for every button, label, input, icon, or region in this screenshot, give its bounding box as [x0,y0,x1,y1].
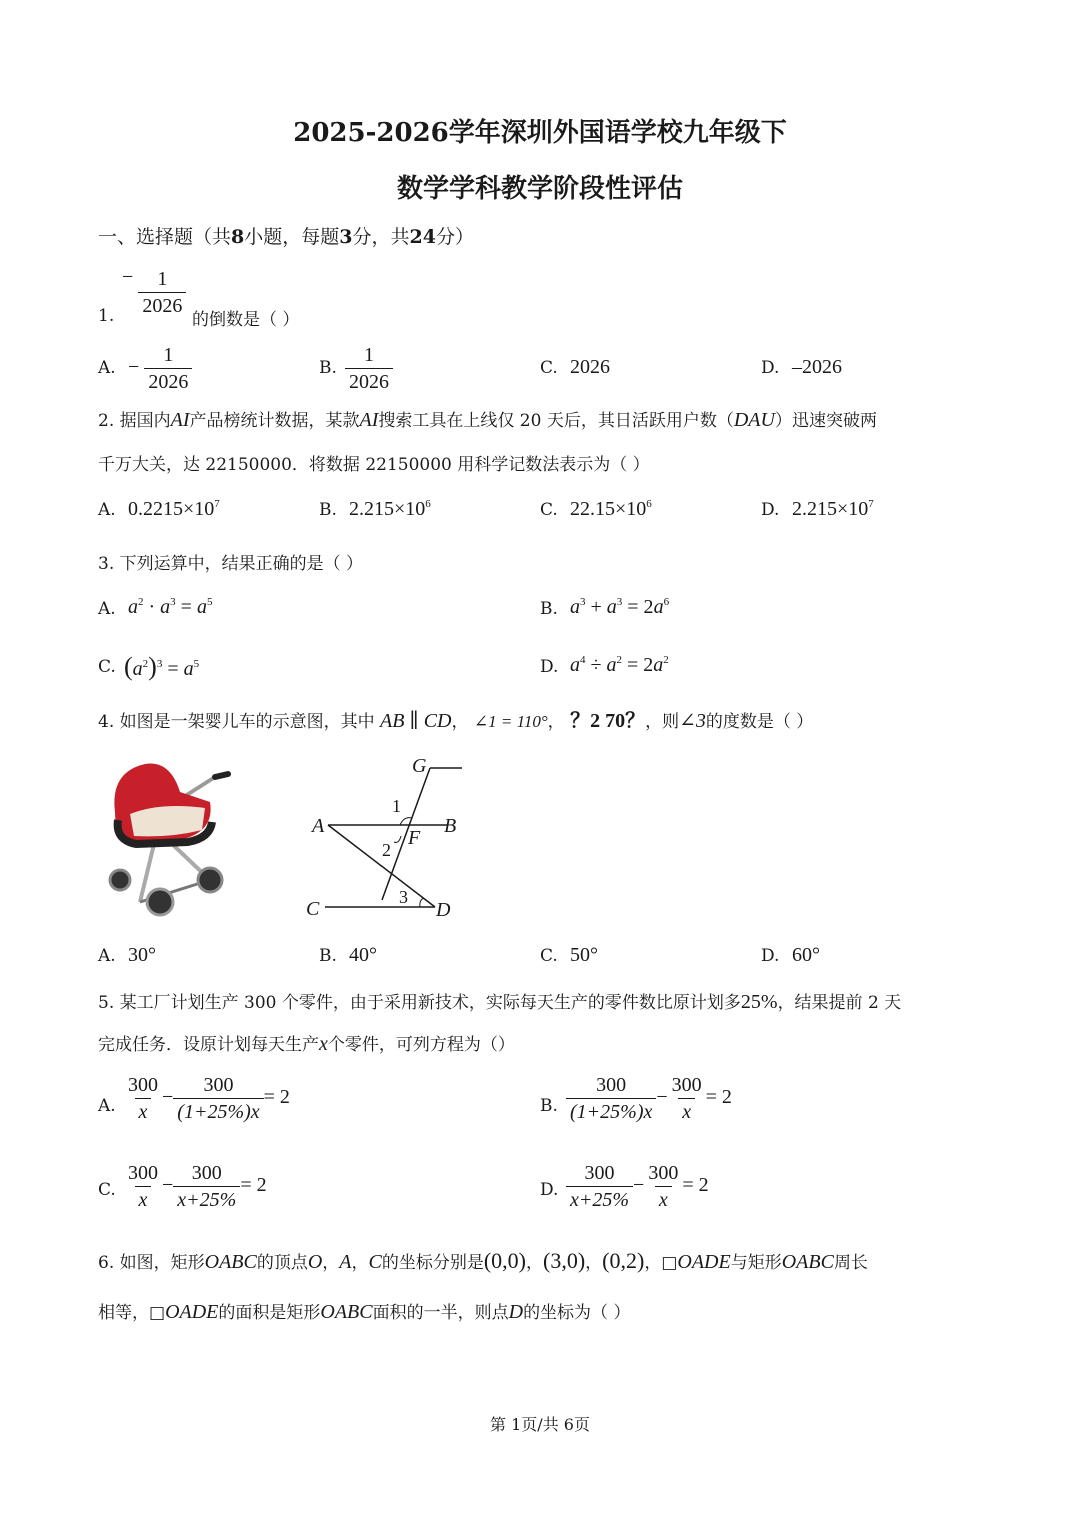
label-f: F [408,827,421,849]
section-suffix: 分） [435,226,474,248]
q5-a-rhs: = 2 [263,1086,290,1108]
title-line-2: 数学学科教学阶段性评估 [396,174,683,204]
q5-d-rhs: = 2 [682,1174,709,1196]
section-prefix: 一、选择题（共 [98,226,232,248]
q6-text-c: 的坐标分别是 [381,1253,484,1273]
q3-option-c: $(a^2)^3 = a^5$ [124,652,200,681]
q1-fraction [122,266,186,319]
q5-c-n1: 300 [128,1162,158,1184]
q5-a-d2: (1+25%)x [173,1098,263,1125]
q1-option-d: –2026 [792,356,842,378]
q6-o: O [307,1251,323,1273]
q1-option-d-label: D. [761,358,780,378]
q5-text-b: ，结果提前 2 天 [777,993,902,1013]
q1-option-a [128,342,192,395]
label-angle-2: 2 [382,840,391,860]
q4-option-a-label: A. [98,946,116,966]
q5-line-1 [98,988,901,1014]
stroller-wheel-front-left [110,870,130,890]
section-total: 24 [409,226,436,248]
q6-text-h: 面积的一半，则点 [372,1303,509,1323]
angle-3-arc [420,898,424,907]
q5-b-n2: 300 [671,1074,702,1096]
q6-line-2 [98,1298,630,1324]
q2-line-2: 千万大关，达 22150000．将数据 22150000 用科学记数法表示为（ ） [98,455,650,475]
q2-text-d: ）迅速突破两 [774,411,877,431]
angle-2-arc [394,836,401,842]
q2-text-b: 产品榜统计数据，某款 [189,411,360,431]
q4-option-c: 50° [570,944,598,966]
q2-ai-2: AI [359,409,379,431]
q5-b-d2: x [678,1098,695,1125]
section-header [98,222,474,249]
q6-oabc-3: OABC [320,1301,373,1323]
q2-option-c [570,498,652,521]
q3-option-a: $a^2 \cdot a^3 = a^5$ [128,596,213,618]
q2-c-exp: 6 [646,498,652,510]
q5-a-d1: x [135,1098,152,1125]
q6-a: A [339,1251,352,1273]
section-each: 3 [339,226,353,248]
q2-b-exp: 6 [425,498,431,510]
q4-option-d-label: D. [761,946,780,966]
q4-ab-parallel-cd: AB ∥ CD [380,710,452,732]
q1-number: 1. [98,306,115,326]
q5-b-n1: 300 [596,1074,627,1096]
q5-text-d: 个零件，可列方程为（） [327,1035,515,1055]
q5-a-n2: 300 [203,1074,234,1096]
q2-d-exp: 7 [868,498,874,510]
q5-a-n1: 300 [128,1074,158,1096]
q4-text-b: ，则 [645,712,680,732]
q5-option-c: $\frac{300}{x}$ − $\frac{300}{x+25\%}$ = 2 [124,1160,267,1213]
page-footer: 第 1页/共 6页 [490,1415,590,1434]
q6-text-b: 的顶点 [256,1253,308,1273]
q5-option-b-label: B. [540,1096,558,1116]
q1-option-b-label: B. [319,358,337,378]
q6-d: D [508,1301,524,1323]
q6-text-e: 周长 [833,1253,868,1273]
q5-option-c-label: C. [98,1180,116,1200]
q2-option-a-label: A. [98,500,116,520]
q3-text: 3. 下列运算中，结果正确的是（ ） [98,554,364,574]
q4-option-c-label: C. [540,946,558,966]
q5-x: x [319,1033,328,1055]
q4-text-c: 的度数是（ ） [705,712,814,732]
q1-frac-den: 2026 [138,292,186,319]
label-a: A [312,815,325,837]
q2-option-d-label: D. [761,500,780,520]
q5-b-d1: (1+25%)x [566,1098,656,1125]
label-g: G [412,755,427,777]
q2-option-c-label: C. [540,500,558,520]
q6-text-i: 的坐标为（ ） [523,1303,631,1323]
q1-minus: − [122,266,134,288]
q6-line-1: 6. 如图，矩形OABC的顶点O，A，C的坐标分别是(0,0)，(3,0)，(0,2)，□OADE与矩形OABC周长 [98,1248,868,1273]
q6-box-1: □ [661,1253,678,1273]
q5-c-d1: x [135,1186,152,1213]
q5-pct: 25% [740,991,778,1013]
q4-geometry-figure [300,750,480,925]
q1-a-num: 1 [163,344,174,366]
q5-text-c: 完成任务．设原计划每天生产 [98,1035,319,1055]
q6-c: C [368,1251,382,1273]
q3-option-b-label: B. [540,599,558,619]
q2-text-c: 搜索工具在上线仅 20 天后，其日活跃用户数（ [378,411,734,431]
q6-oade-1: OADE [677,1251,731,1273]
label-c: C [306,898,320,920]
q1-a-sign: − [128,356,140,378]
q1-option-c-label: C. [540,358,558,378]
q5-option-a-label: A. [98,1096,116,1116]
q2-d-base: 2.215×10 [792,498,869,520]
q5-b-rhs: = 2 [705,1086,732,1108]
q2-text-a: 2. 据国内 [98,411,171,431]
q1-frac-num: 1 [157,268,168,290]
q5-d-n1: 300 [584,1162,615,1184]
label-angle-3: 3 [399,887,408,907]
q4-angle-3: ∠3 [679,710,706,732]
q2-ai-1: AI [170,409,190,431]
q4-text: 4. 如图是一架婴儿车的示意图，其中 AB ∥ CD， ∠1 = 110°， ？2 70？，则∠3的度数是（ ） [98,710,814,732]
q3-option-a-label: A. [98,599,116,619]
stroller-blanket [130,806,205,836]
q5-c-n2: 300 [191,1162,222,1184]
q1-option-a-label: A. [98,358,116,378]
q6-text-a: 6. 如图，矩形 [98,1253,205,1273]
section-mid1: 小题，每题 [244,226,340,248]
q1-option-b [345,342,393,395]
q3-option-d: $a^4 \div a^2 = 2a^2$ [570,654,669,676]
q2-a-base: 0.2215×10 [128,498,215,520]
q4-option-b-label: B. [319,946,337,966]
q1-text: 的倒数是（ ） [192,310,300,330]
label-d: D [436,899,451,921]
stroller-image [100,752,240,922]
q4-option-b: 40° [349,944,377,966]
q4-option-a: 30° [128,944,156,966]
q5-d-d2: x [655,1186,672,1213]
q6-point-c: (0,2) [602,1248,645,1273]
q1-b-num: 1 [364,344,374,366]
q5-c-d2: x+25% [173,1186,240,1213]
q4-option-d: 60° [792,944,820,966]
q2-option-b [349,498,431,521]
q2-option-d [792,498,874,521]
line-g-transversal [382,768,430,900]
q5-option-d-label: D. [540,1180,559,1200]
q1-a-den: 2026 [144,368,192,395]
stroller-wheel-front-right [147,889,173,915]
q5-c-rhs: = 2 [240,1174,267,1196]
q5-d-n2: 300 [648,1162,679,1184]
q5-line-2 [98,1030,515,1056]
q4-angle-1: ∠1 = 110° [473,712,548,731]
q5-option-b: $\frac{300}{(1+25\%)x}$ − $\frac{300}{x}$ = 2 [566,1072,732,1125]
q6-text-f: 相等， [98,1303,149,1323]
q2-option-a [128,498,220,521]
q3-option-b: $a^3 + a^3 = 2a^6$ [570,596,670,618]
q4-text-a: 4. 如图是一架婴儿车的示意图，其中 [98,712,375,732]
q6-point-o: (0,0) [483,1248,527,1273]
stroller-handle-grip [215,774,228,777]
q6-point-a: (3,0) [543,1248,586,1273]
q2-c-base: 22.15×10 [570,498,647,520]
q2-option-b-label: B. [319,500,337,520]
q5-d-d1: x+25% [566,1186,633,1213]
q6-text-d: 与矩形 [730,1253,782,1273]
title-line-1: 2025-2026学年深圳外国语学校九年级下 [293,118,787,148]
q3-option-c-label: C. [98,657,116,677]
q2-a-exp: 7 [214,498,220,510]
section-mid2: 分，共 [352,226,410,248]
q6-oade-2: OADE [165,1301,219,1323]
q5-option-a: $\frac{300}{x}$ − $\frac{300}{(1+25\%)x}$ = 2 [124,1072,290,1125]
q2-line-1 [98,406,877,432]
stroller-wheel-rear [198,868,222,892]
q2-b-base: 2.215×10 [349,498,426,520]
q6-box-2: □ [149,1303,166,1323]
q3-option-d-label: D. [540,657,559,677]
q6-oabc-2: OABC [781,1251,834,1273]
q4-angle-2-garbled: ？2 70？ [570,710,646,732]
q5-option-d: $\frac{300}{x+25\%}$ − $\frac{300}{x}$ = 2 [566,1160,709,1213]
q1-b-den: 2026 [345,368,393,395]
q6-oabc-1: OABC [204,1251,257,1273]
q6-text-g: 的面积是矩形 [218,1303,321,1323]
q1-option-c: 2026 [570,356,610,378]
q2-dau: DAU [733,409,775,431]
section-count: 8 [231,226,245,248]
q5-text-a: 5. 某工厂计划生产 300 个零件，由于采用新技术，实际每天生产的零件数比原计划多 [98,993,741,1013]
label-b: B [444,815,457,837]
label-angle-1: 1 [392,796,401,816]
